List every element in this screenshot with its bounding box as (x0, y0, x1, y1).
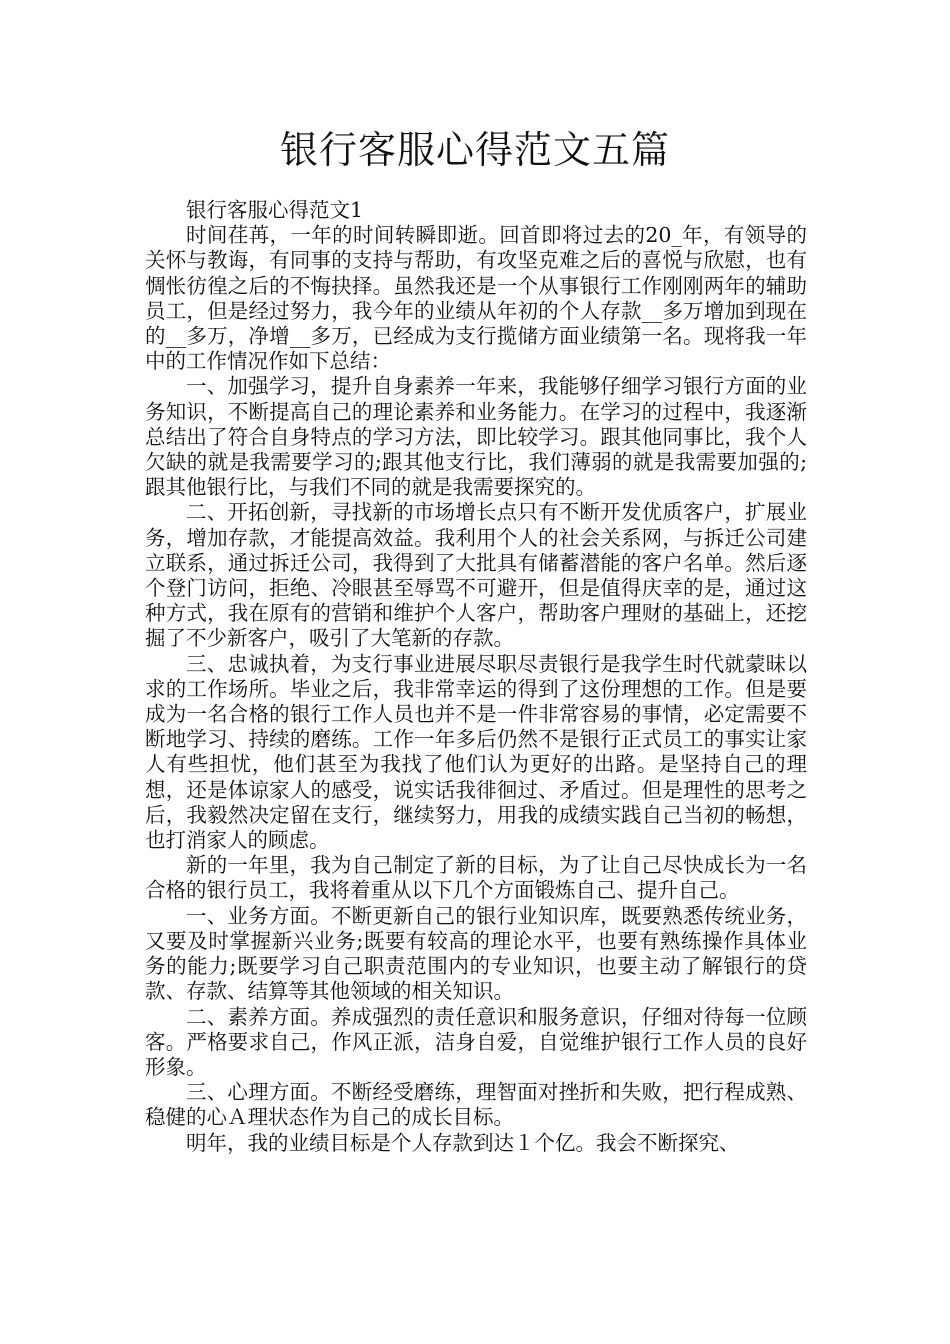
paragraph: 二、素养方面。养成强烈的责任意识和服务意识，仔细对待每一位顾客。严格要求自己，作风正派，洁身自爱，自觉维护银行工作人员的良好形象。 (145, 1004, 807, 1079)
paragraph: 二、开拓创新，寻找新的市场增长点只有不断开发优质客户，扩展业务，增加存款，才能提高效益。我利用个人的社会关系网，与拆迁公司建立联系，通过拆迁公司，我得到了大批具有储蓄潜能的客户名单。然后逐个登门访问，拒绝、冷眼甚至辱骂不可避开，但是值得庆幸的是，通过这种方式，我在原有的营销和维护个人客户，帮助客户理财的基础上，还挖掘了不少新客户，吸引了大笔新的存款。 (145, 500, 807, 651)
document-body (145, 198, 807, 1156)
paragraph: 三、心理方面。不断经受磨练，理智面对挫折和失败，把行程成熟、稳健的心Ａ理状态作为自己的成长目标。 (145, 1080, 807, 1130)
paragraph: 时间荏苒，一年的时间转瞬即逝。回首即将过去的20_年，有领导的关怀与教诲，有同事的支持与帮助，有攻坚克难之后的喜悦与欣慰，也有惆怅彷徨之后的不悔抉择。虽然我还是一个从事银行工作刚刚两年的辅助员工，但是经过努力，我今年的业绩从年初的个人存款__多万增加到现在的__多万，净增__多万，已经成为支行揽储方面业绩第一名。现将我一年中的工作情况作如下总结： (145, 223, 807, 374)
paragraph: 三、忠诚执着，为支行事业进展尽职尽责银行是我学生时代就蒙昧以求的工作场所。毕业之后，我非常幸运的得到了这份理想的工作。但是要成为一名合格的银行工作人员也并不是一件非常容易的事情，必定需要不断地学习、持续的磨练。工作一年多后仍然不是银行正式员工的事实让家人有些担忧，他们甚至为我找了他们认为更好的出路。是坚持自己的理想，还是体谅家人的感受，说实话我徘徊过、矛盾过。但是理性的思考之后，我毅然决定留在支行，继续努力，用我的成绩实践自己当初的畅想，也打消家人的顾虑。 (145, 651, 807, 853)
paragraph: 新的一年里，我为自己制定了新的目标，为了让自己尽快成长为一名合格的银行员工，我将着重从以下几个方面锻炼自己、提升自己。 (145, 853, 807, 903)
paragraph: 一、加强学习，提升自身素养一年来，我能够仔细学习银行方面的业务知识，不断提高自己的理论素养和业务能力。在学习的过程中，我逐渐总结出了符合自身特点的学习方法，即比较学习。跟其他同事比，我个人欠缺的就是我需要学习的;跟其他支行比，我们薄弱的就是我需要加强的;跟其他银行比，与我们不同的就是我需要探究的。 (145, 374, 807, 500)
paragraph: 一、业务方面。不断更新自己的银行业知识库，既要熟悉传统业务，又要及时掌握新兴业务;既要有较高的理论水平，也要有熟练操作具体业务的能力;既要学习自己职责范围内的专业知识，也要主动了解银行的贷款、存款、结算等其他领域的相关知识。 (145, 903, 807, 1004)
document-title: 银行客服心得范文五篇 (279, 128, 670, 172)
paragraph: 明年，我的业绩目标是个人存款到达１个亿。我会不断探究、 (186, 1130, 740, 1155)
section-heading: 银行客服心得范文1 (186, 198, 364, 222)
